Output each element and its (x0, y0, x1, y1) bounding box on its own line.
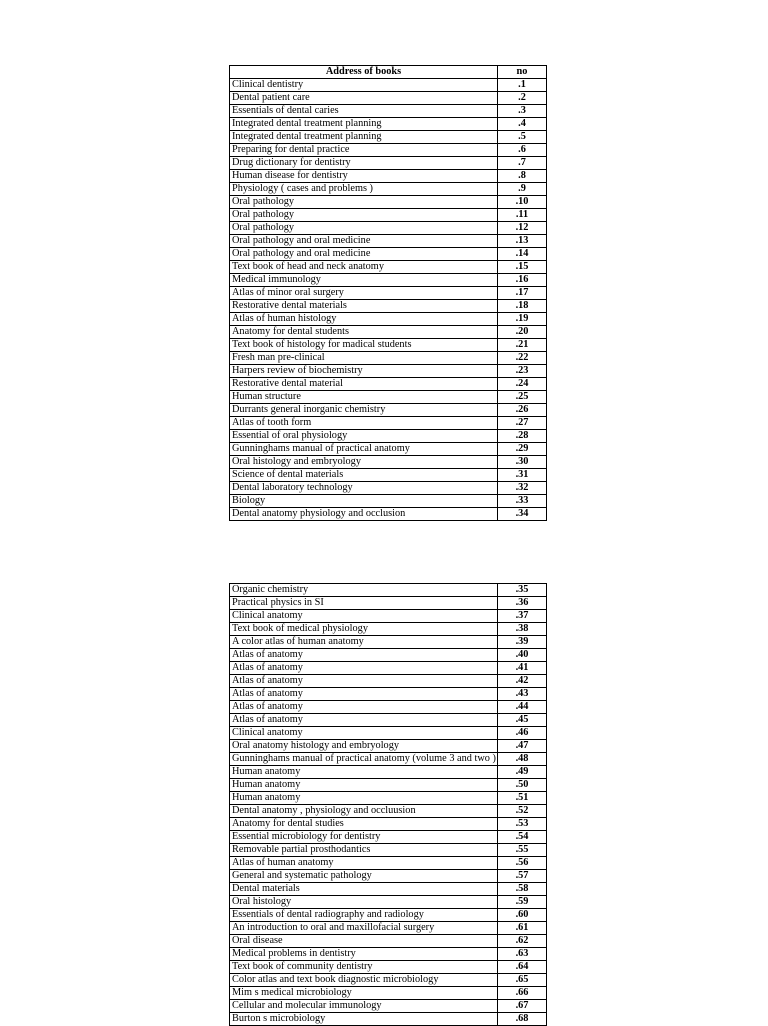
book-title: Oral disease (230, 935, 498, 948)
table-row (230, 870, 547, 883)
table-row (230, 157, 547, 170)
book-title: Atlas of anatomy (230, 701, 498, 714)
book-number: .38 (498, 623, 547, 636)
book-number: .39 (498, 636, 547, 649)
book-number: .5 (498, 131, 547, 144)
book-number: .49 (498, 766, 547, 779)
table-row (230, 792, 547, 805)
table-row (230, 701, 547, 714)
table-row (230, 688, 547, 701)
book-title: Oral pathology and oral medicine (230, 235, 498, 248)
table-row (230, 844, 547, 857)
book-number: .18 (498, 300, 547, 313)
book-number: .35 (498, 584, 547, 597)
book-number: .10 (498, 196, 547, 209)
book-number: .40 (498, 649, 547, 662)
book-number: .46 (498, 727, 547, 740)
book-title: Oral pathology (230, 222, 498, 235)
table-row (230, 597, 547, 610)
table-row (230, 118, 547, 131)
table-row (230, 675, 547, 688)
book-title: Dental patient care (230, 92, 498, 105)
book-number: .41 (498, 662, 547, 675)
book-number: .54 (498, 831, 547, 844)
book-number: .33 (498, 495, 547, 508)
book-number: .26 (498, 404, 547, 417)
book-title: Science of dental materials (230, 469, 498, 482)
book-title: Color atlas and text book diagnostic microbiology (230, 974, 498, 987)
table-row (230, 183, 547, 196)
table-row (230, 92, 547, 105)
book-number: .8 (498, 170, 547, 183)
table-row (230, 495, 547, 508)
book-title: Text book of medical physiology (230, 623, 498, 636)
book-number: .63 (498, 948, 547, 961)
book-title: Gunninghams manual of practical anatomy (volume 3 and two ) (230, 753, 498, 766)
table-row (230, 883, 547, 896)
book-number: .27 (498, 417, 547, 430)
book-title: Essentials of dental radiography and radiology (230, 909, 498, 922)
book-number: .4 (498, 118, 547, 131)
book-title: Cellular and molecular immunology (230, 1000, 498, 1013)
book-title: Restorative dental material (230, 378, 498, 391)
book-number: .45 (498, 714, 547, 727)
books-table-1 (229, 65, 547, 521)
table-row (230, 766, 547, 779)
table-row (230, 857, 547, 870)
table-row (230, 636, 547, 649)
book-number: .67 (498, 1000, 547, 1013)
book-number: .17 (498, 287, 547, 300)
book-number: .58 (498, 883, 547, 896)
table-row (230, 974, 547, 987)
table-row (230, 170, 547, 183)
table-row (230, 610, 547, 623)
table-row (230, 287, 547, 300)
book-number: .43 (498, 688, 547, 701)
book-title: Clinical anatomy (230, 610, 498, 623)
book-number: .66 (498, 987, 547, 1000)
book-number: .2 (498, 92, 547, 105)
table-row (230, 209, 547, 222)
book-number: .59 (498, 896, 547, 909)
book-number: .55 (498, 844, 547, 857)
book-title: Atlas of human anatomy (230, 857, 498, 870)
book-number: .11 (498, 209, 547, 222)
table-row (230, 909, 547, 922)
table-row (230, 714, 547, 727)
table-row (230, 196, 547, 209)
book-number: .23 (498, 365, 547, 378)
table-row (230, 274, 547, 287)
book-title: Anatomy for dental students (230, 326, 498, 339)
book-title: Drug dictionary for dentistry (230, 157, 498, 170)
book-title: Anatomy for dental studies (230, 818, 498, 831)
book-number: .56 (498, 857, 547, 870)
table-row (230, 391, 547, 404)
table-row (230, 235, 547, 248)
book-number: .30 (498, 456, 547, 469)
book-title: Medical problems in dentistry (230, 948, 498, 961)
book-title: Essential microbiology for dentistry (230, 831, 498, 844)
book-number: .65 (498, 974, 547, 987)
table-row (230, 326, 547, 339)
book-title: Oral histology (230, 896, 498, 909)
book-title: Preparing for dental practice (230, 144, 498, 157)
book-title: Clinical dentistry (230, 79, 498, 92)
book-title: Biology (230, 495, 498, 508)
book-number: .9 (498, 183, 547, 196)
book-title: Human anatomy (230, 766, 498, 779)
book-number: .1 (498, 79, 547, 92)
table-row (230, 456, 547, 469)
book-number: .37 (498, 610, 547, 623)
book-title: Oral pathology (230, 209, 498, 222)
book-number: .32 (498, 482, 547, 495)
book-title: Dental anatomy , physiology and occluusion (230, 805, 498, 818)
book-title: Integrated dental treatment planning (230, 131, 498, 144)
book-title: Atlas of human histology (230, 313, 498, 326)
book-title: General and systematic pathology (230, 870, 498, 883)
table-row (230, 131, 547, 144)
book-number: .19 (498, 313, 547, 326)
table-row (230, 508, 547, 521)
table-row (230, 339, 547, 352)
book-title: Human anatomy (230, 779, 498, 792)
table-header-row (230, 66, 547, 79)
table-row (230, 443, 547, 456)
header-no: no (498, 66, 547, 79)
book-number: .36 (498, 597, 547, 610)
book-number: .47 (498, 740, 547, 753)
book-title: Human disease for dentistry (230, 170, 498, 183)
book-title: Human anatomy (230, 792, 498, 805)
books-table-2-body (230, 584, 547, 1026)
table-row (230, 623, 547, 636)
table-row (230, 300, 547, 313)
book-title: Fresh man pre-clinical (230, 352, 498, 365)
table-row (230, 105, 547, 118)
book-title: Integrated dental treatment planning (230, 118, 498, 131)
table-row (230, 935, 547, 948)
book-title: Oral histology and embryology (230, 456, 498, 469)
book-number: .61 (498, 922, 547, 935)
book-number: .44 (498, 701, 547, 714)
books-table-2 (229, 583, 547, 1026)
book-number: .14 (498, 248, 547, 261)
book-title: Atlas of tooth form (230, 417, 498, 430)
book-title: Essentials of dental caries (230, 105, 498, 118)
book-title: Removable partial prosthodantics (230, 844, 498, 857)
book-number: .68 (498, 1013, 547, 1026)
book-number: .12 (498, 222, 547, 235)
table-row (230, 469, 547, 482)
table-row (230, 753, 547, 766)
book-title: Text book of histology for madical students (230, 339, 498, 352)
book-number: .29 (498, 443, 547, 456)
book-number: .42 (498, 675, 547, 688)
book-number: .51 (498, 792, 547, 805)
book-title: Oral pathology and oral medicine (230, 248, 498, 261)
table-row (230, 365, 547, 378)
book-title: Physiology ( cases and problems ) (230, 183, 498, 196)
book-title: Durrants general inorganic chemistry (230, 404, 498, 417)
book-title: Dental anatomy physiology and occlusion (230, 508, 498, 521)
book-title: Atlas of anatomy (230, 662, 498, 675)
book-title: Dental laboratory technology (230, 482, 498, 495)
book-number: .21 (498, 339, 547, 352)
book-title: Dental materials (230, 883, 498, 896)
table-row (230, 805, 547, 818)
header-address-of-books: Address of books (230, 66, 498, 79)
table-row (230, 740, 547, 753)
table-row (230, 662, 547, 675)
book-title: Atlas of anatomy (230, 649, 498, 662)
book-title: Human structure (230, 391, 498, 404)
book-title: Text book of community dentistry (230, 961, 498, 974)
book-number: .60 (498, 909, 547, 922)
book-title: Medical immunology (230, 274, 498, 287)
books-table-1-body (230, 79, 547, 521)
book-title: A color atlas of human anatomy (230, 636, 498, 649)
table-row (230, 222, 547, 235)
book-title: Essential of oral physiology (230, 430, 498, 443)
book-title: Atlas of anatomy (230, 688, 498, 701)
table-row (230, 818, 547, 831)
book-number: .53 (498, 818, 547, 831)
table-row (230, 248, 547, 261)
table-row (230, 779, 547, 792)
book-title: Organic chemistry (230, 584, 498, 597)
book-title: Text book of head and neck anatomy (230, 261, 498, 274)
book-number: .13 (498, 235, 547, 248)
table-row (230, 404, 547, 417)
book-number: .7 (498, 157, 547, 170)
table-row (230, 727, 547, 740)
book-title: Clinical anatomy (230, 727, 498, 740)
table-row (230, 831, 547, 844)
table-row (230, 584, 547, 597)
table-row (230, 378, 547, 391)
table-row (230, 430, 547, 443)
book-number: .3 (498, 105, 547, 118)
table-row (230, 987, 547, 1000)
book-number: .25 (498, 391, 547, 404)
book-title: Atlas of minor oral surgery (230, 287, 498, 300)
book-number: .31 (498, 469, 547, 482)
table-row (230, 649, 547, 662)
book-number: .24 (498, 378, 547, 391)
book-title: Gunninghams manual of practical anatomy (230, 443, 498, 456)
book-title: Burton s microbiology (230, 1013, 498, 1026)
book-title: Oral anatomy histology and embryology (230, 740, 498, 753)
book-number: .16 (498, 274, 547, 287)
book-title: Atlas of anatomy (230, 675, 498, 688)
table-row (230, 922, 547, 935)
book-title: An introduction to oral and maxillofacial surgery (230, 922, 498, 935)
table-row (230, 144, 547, 157)
book-number: .57 (498, 870, 547, 883)
book-title: Restorative dental materials (230, 300, 498, 313)
table-row (230, 261, 547, 274)
book-number: .34 (498, 508, 547, 521)
book-number: .22 (498, 352, 547, 365)
book-number: .20 (498, 326, 547, 339)
table-row (230, 948, 547, 961)
table-row (230, 352, 547, 365)
table-row (230, 313, 547, 326)
table-row (230, 1000, 547, 1013)
book-number: .6 (498, 144, 547, 157)
table-row (230, 961, 547, 974)
book-number: .15 (498, 261, 547, 274)
book-number: .28 (498, 430, 547, 443)
book-number: .62 (498, 935, 547, 948)
book-title: Oral pathology (230, 196, 498, 209)
book-number: .64 (498, 961, 547, 974)
book-number: .50 (498, 779, 547, 792)
table-row (230, 482, 547, 495)
table-row (230, 79, 547, 92)
book-number: .48 (498, 753, 547, 766)
table-row (230, 417, 547, 430)
book-title: Harpers review of biochemistry (230, 365, 498, 378)
book-title: Mim s medical microbiology (230, 987, 498, 1000)
table-row (230, 896, 547, 909)
book-title: Atlas of anatomy (230, 714, 498, 727)
book-title: Practical physics in SI (230, 597, 498, 610)
book-number: .52 (498, 805, 547, 818)
